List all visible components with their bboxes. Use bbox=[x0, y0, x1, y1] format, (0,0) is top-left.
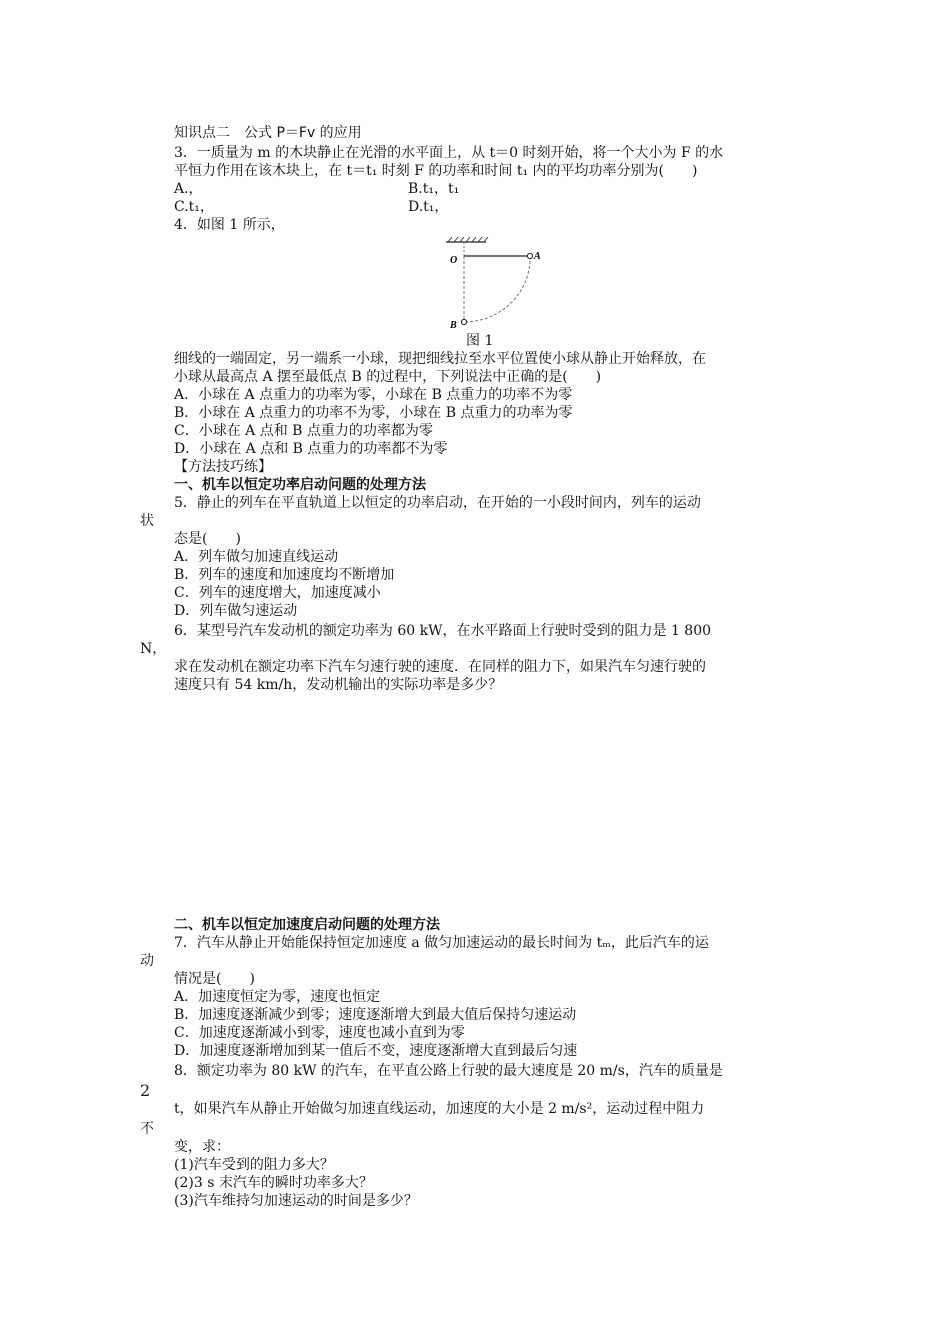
q8-overflow-2: 不 bbox=[140, 1121, 154, 1137]
section-title-constant-power: 一、机车以恒定功率启动问题的处理方法 bbox=[174, 477, 426, 493]
q8-line-3: 变，求： bbox=[174, 1139, 230, 1155]
q8-subquestion-1: (1)汽车受到的阻力多大？ bbox=[174, 1157, 334, 1173]
q7-option-c: C．加速度逐渐减小到零，速度也减小直到为零 bbox=[174, 1025, 465, 1041]
q3-line-2: 平恒力作用在该木块上，在 t＝t₁ 时刻 F 的功率和时间 t₁ 内的平均功率分别为( ) bbox=[174, 163, 698, 179]
pendulum-figure bbox=[440, 236, 560, 336]
q4-line-2: 小球从最高点 A 摆至最低点 B 的过程中，下列说法中正确的是( ) bbox=[174, 369, 602, 385]
q6-line-3: 速度只有 54 km/h，发动机输出的实际功率是多少？ bbox=[174, 677, 503, 693]
figure-caption: 图 1 bbox=[466, 333, 494, 349]
q4-line-1: 细线的一端固定，另一端系一小球，现把细线拉至水平位置使小球从静止开始释放，在 bbox=[174, 351, 706, 367]
q8-overflow-1: 2 bbox=[140, 1081, 151, 1100]
q3-option-c: C.t₁， bbox=[174, 199, 214, 215]
section-title-constant-acceleration: 二、机车以恒定加速度启动问题的处理方法 bbox=[174, 917, 440, 933]
q3-option-b: B.t₁，t₁ bbox=[408, 181, 460, 197]
figure-label-b: B bbox=[450, 320, 457, 331]
q5-option-c: C．列车的速度增大，加速度减小 bbox=[174, 585, 381, 601]
q4-option-d: D．小球在 A 点和 B 点重力的功率都不为零 bbox=[174, 441, 448, 457]
q5-line-1: 5．静止的列车在平直轨道上以恒定的功率启动，在开始的一小段时间内，列车的运动 bbox=[174, 495, 701, 511]
q8-line-2: t，如果汽车从静止开始做匀加速直线运动，加速度的大小是 2 m/s²，运动过程中阻力 bbox=[174, 1101, 705, 1117]
section-title-knowledge-point-2: 知识点二 公式 P＝Fv 的应用 bbox=[174, 125, 362, 141]
q6-overflow: N， bbox=[140, 641, 167, 657]
q7-line-2: 情况是( ) bbox=[174, 971, 255, 987]
q5-option-a: A．列车做匀加速直线运动 bbox=[174, 549, 339, 565]
q7-line-1: 7．汽车从静止开始能保持恒定加速度 a 做匀加速运动的最长时间为 tₘ，此后汽车的运 bbox=[174, 935, 709, 951]
q8-subquestion-2: (2)3 s 末汽车的瞬时功率多大？ bbox=[174, 1175, 373, 1191]
q6-line-1: 6．某型号汽车发动机的额定功率为 60 kW，在水平路面上行驶时受到的阻力是 1 800 bbox=[174, 623, 712, 639]
q7-overflow: 动 bbox=[140, 953, 154, 969]
figure-label-o: O bbox=[450, 255, 458, 266]
q7-option-d: D．加速度逐渐增加到某一值后不变，速度逐渐增大直到最后匀速 bbox=[174, 1043, 578, 1059]
q4-intro: 4．如图 1 所示， bbox=[174, 217, 285, 233]
q7-option-b: B．加速度逐渐减少到零；速度逐渐增大到最大值后保持匀速运动 bbox=[174, 1007, 577, 1023]
q3-option-d: D.t₁， bbox=[408, 199, 449, 215]
figure-label-a: A bbox=[534, 251, 541, 262]
q8-line-1: 8．额定功率为 80 kW 的汽车，在平直公路上行驶的最大速度是 20 m/s，汽车的质量是 bbox=[174, 1063, 723, 1079]
method-header: 【方法技巧练】 bbox=[174, 459, 272, 475]
q4-option-c: C．小球在 A 点和 B 点重力的功率都为零 bbox=[174, 423, 433, 439]
q3-line-1: 3．一质量为 m 的木块静止在光滑的水平面上，从 t＝0 时刻开始，将一个大小为 F 的水 bbox=[174, 145, 724, 161]
q4-option-b: B．小球在 A 点重力的功率不为零，小球在 B 点重力的功率为零 bbox=[174, 405, 573, 421]
q5-line-2: 态是( ) bbox=[174, 531, 241, 547]
q3-option-a: A.， bbox=[174, 181, 203, 197]
q5-option-d: D．列车做匀速运动 bbox=[174, 603, 298, 619]
q8-subquestion-3: (3)汽车维持匀加速运动的时间是多少？ bbox=[174, 1193, 418, 1209]
q7-option-a: A．加速度恒定为零，速度也恒定 bbox=[174, 989, 381, 1005]
q4-option-a: A．小球在 A 点重力的功率为零，小球在 B 点重力的功率不为零 bbox=[174, 387, 573, 403]
q6-line-2: 求在发动机在额定功率下汽车匀速行驶的速度．在同样的阻力下，如果汽车匀速行驶的 bbox=[174, 659, 706, 675]
q5-overflow: 状 bbox=[140, 513, 154, 529]
q5-option-b: B．列车的速度和加速度均不断增加 bbox=[174, 567, 395, 583]
